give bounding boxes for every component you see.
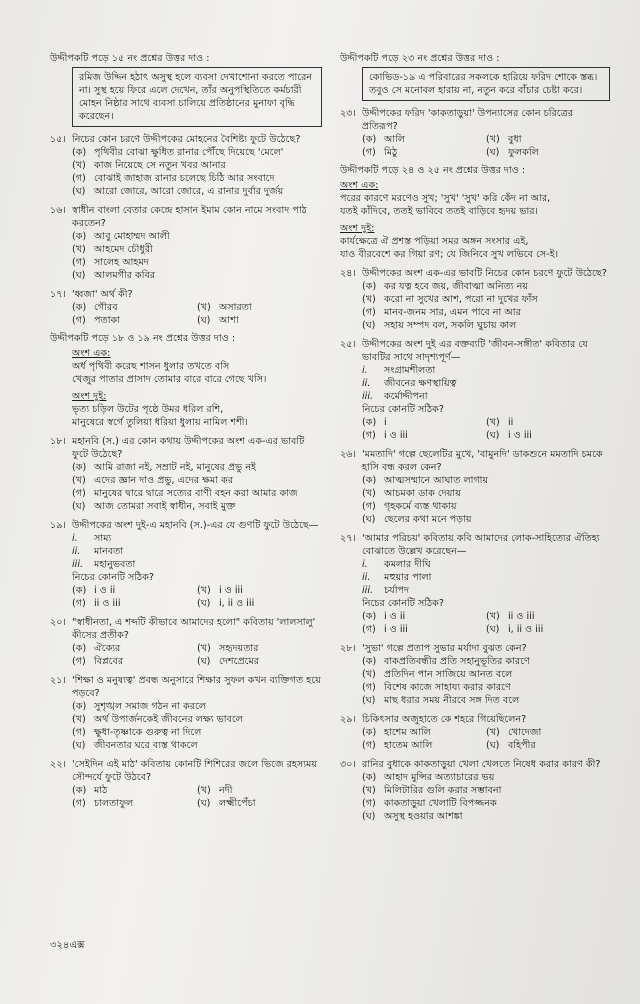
roman-numeral: i. xyxy=(362,559,368,570)
option xyxy=(72,146,322,159)
option-text: আমি রাজা নই, সম্রাট নই, মানুষের প্রভু নই xyxy=(94,462,257,473)
option xyxy=(72,461,322,474)
option xyxy=(362,739,486,752)
option xyxy=(362,429,486,442)
question-24: ২৪। উদ্দীপকের অংশ এক-এর ভাবটি নিচের কোন চরণে ফুটে উঠেছে? (ক) কর যত্ন হবে জয়, জীবাত্মা অনিত্য নয় (খ) করো না সুখের আশ, পরো না দুখের ফাঁস (গ) মানব-জনম সার, এমন পাবে না আর (ঘ) সহায় সম্পদ বল, সকলি ঘুচায় কাল xyxy=(340,267,610,332)
option-label: (ক) xyxy=(362,417,377,428)
option xyxy=(486,133,610,146)
option-label: (গ) xyxy=(72,173,86,184)
question-21: ২১। 'শিক্ষা ও মনুষ্যত্ব' প্রবন্ধ অনুসারে শিক্ষার সুফল কখন ব্যক্তিগত হয়ে পড়বে? (ক) সুশৃঙ্খল সমাজ গঠন না করলে (খ) অর্থ উপার্জনকেই জীবনের লক্ষ্য ভাবলে (গ) ক্ষুধা-তৃষ্ণাকে গুরুত্ব না দিলে (ঘ) জীবনতার ঘরে ব্যস্ত থাকলে xyxy=(50,675,321,751)
question-30: ৩০। রানির বুধাকে কাকতাড়ুয়া খেলা খেলতে নিষেধ করার কারণ কী? (ক) আহাদ মুন্সির অত্যাচারের ভয় (খ) মিলিটারির গুলি করার সম্ভাবনা (গ) কাকতাড়ুয়া খেলাটি বিপজ্জনক (ঘ) অসুস্থ হওয়ার আশঙ্কা xyxy=(340,758,610,823)
option-text: বহিপীর xyxy=(508,740,536,751)
question-25: ২৫। উদ্দীপকের অংশ দুই এর বক্তব্যটি 'জীবন-সঙ্গীত' কবিতার যে ভাবটির সাথে সাদৃশ্যপূর্ণ— i. সংগ্রামশীলতা ii. জীবনের ক্ষণস্থায়িত্ব iii. কর্মোদ্দীপনা নিচের কোনটি সঠিক? (ক) i (খ) ii (গ) i ও iii (ঘ) i ও iii xyxy=(340,338,610,442)
option-text: আহাদ মুন্সির অত্যাচারের ভয় xyxy=(384,772,495,783)
option-text: বাকপ্রতিবন্ধীর প্রতি সহানুভূতির কারণে xyxy=(384,656,530,667)
option-text: সুশৃঙ্খল সমাজ গঠন না করলে xyxy=(94,701,207,712)
question-30-text: রানির বুধাকে কাকতাড়ুয়া খেলা খেলতে নিষেধ করার কারণ কী? xyxy=(362,759,601,770)
option-text: সহায় সম্পদ বল, সকলি ঘুচায় কাল xyxy=(384,320,517,331)
option-text: কাজ নিয়েছে সে নতুন খবর আনার xyxy=(94,160,226,171)
q21-options xyxy=(72,700,322,752)
roman-numeral: i. xyxy=(362,365,368,376)
option-text: আলি xyxy=(384,134,406,145)
question-27: ২৭। 'আমার পরিচয়' কবিতায় কবি আমাদের লোক-সাহিত্যের ঐতিহ্য বোঝাতে উল্লেখ করেছেন— i. কমলার দীঘি ii. মহুয়ার পালা iii. চর্যাপদ নিচের কোনটি সঠিক? (ক) i ও ii (খ) ii ও iii (গ) i ও iii (ঘ) i, ii ও iii xyxy=(340,532,610,636)
stimulus-intro-23: উদ্দীপকটি পড়ে ২৩ নং প্রশ্নের উত্তর দাও : xyxy=(340,53,500,64)
stimulus-box-23: কোভিড-১৯ এ পরিবারের সকলকে হারিয়ে ফরিদ শোকে স্তব্ধ। তবুও সে মনোবল হারায় না, নতুন করে বাঁচার চেষ্টা করে। xyxy=(362,67,610,101)
roman-text: চর্যাপদ xyxy=(384,585,410,596)
q17-options xyxy=(72,301,322,327)
option-text: সহৃদয়তার xyxy=(219,643,259,654)
roman-numeral: ii. xyxy=(362,572,371,583)
q20-options xyxy=(72,642,322,668)
option-text: গৃহকর্মে ব্যস্ত থাকায় xyxy=(384,501,457,512)
question-21-text: 'শিক্ষা ও মনুষ্যত্ব' প্রবন্ধ অনুসারে শিক্ষার সুফল কখন ব্যক্তিগত হয়ে পড়বে? xyxy=(72,675,321,699)
option xyxy=(362,668,610,681)
option-text: আলমগীর কবির xyxy=(94,270,156,281)
option xyxy=(362,133,486,146)
option-label: (খ) xyxy=(197,585,211,596)
option-text: মাঠ xyxy=(94,785,108,796)
roman-item xyxy=(72,545,322,558)
option-text: ii ও iii xyxy=(508,611,535,622)
option xyxy=(486,739,610,752)
option-text: কাকতাড়ুয়া খেলাটি বিপজ্জনক xyxy=(384,798,497,809)
question-15: ১৫। নিচের কোন চরণে উদ্দীপকের মোহনের বৈশিষ্ট্য ফুটে উঠেছে? (ক) পৃথিবীর বোঝা ক্ষুধিত রানার পৌঁছে দিয়েছে 'মেলে' (খ) কাজ নিয়েছে সে নতুন খবর আনার (গ) বোঝাই জাহাজ রানার চলেছে চিঠি আর সংবাদে (ঘ) আরো জোরে, আরো জোরে, এ রানার দুর্বার দুর্জয় xyxy=(50,133,322,198)
option xyxy=(362,694,610,707)
question-19: ১৯। উদ্দীপকের অংশ দুই-এ মহানবি (স.)-এর যে গুণটি ফুটে উঠেছে— i. সাম্য ii. মানবতা iii. মহানুভবতা নিচের কোনটি সঠিক? (ক) i ও ii (খ) i ও iii (গ) ii ও iii (ঘ) i, ii ও iii xyxy=(50,519,322,610)
option xyxy=(72,269,322,282)
option-text: অর্থ উপার্জনকেই জীবনের লক্ষ্য ভাবলে xyxy=(94,714,243,725)
option xyxy=(362,513,610,526)
option-text: অসারতা xyxy=(219,302,252,313)
option-text: i, ii ও iii xyxy=(219,598,255,609)
option xyxy=(362,293,610,306)
question-16: ১৬। স্বাধীন বাংলা বেতার কেন্দ্রে হাসান ইমাম কোন নামে সংবাদ পাঠ করতেন? (ক) আবু মোহাম্মদ আলী (খ) আহমেদ চৌধুরী (গ) সালেহ আহমদ (ঘ) আলমগীর কবির xyxy=(50,204,322,282)
question-15-text: নিচের কোন চরণে উদ্দীপকের মোহনের বৈশিষ্ট্য ফুটে উঠেছে? xyxy=(72,134,301,145)
option-label: (খ) xyxy=(72,160,86,171)
question-29: ২৯। চিকিৎসার অজুহাতে কে শহরে গিয়েছিলেন? (ক) হাশেম আলি (খ) খোদেজা (গ) হাতেম আলি (ঘ) বহিপীর xyxy=(340,713,610,752)
question-28: ২৮। 'সুভা' গল্পে প্রতাপ সুভার মর্যাদা বুঝত কেন? (ক) বাকপ্রতিবন্ধীর প্রতি সহানুভূতির কারণে (খ) প্রতিদিন পান সাজিয়ে আনত বলে (গ) বিশেষ কাজে সাহায্য করার কারণে (ঘ) মাছ ধরার সময় নীরবে সঙ্গ দিত বলে xyxy=(340,642,610,707)
option-label: (ঘ) xyxy=(72,270,86,281)
option-text: খোদেজা xyxy=(508,727,542,738)
option-text: বোঝাই জাহাজ রানার চলেছে চিঠি আর সংবাদে xyxy=(94,173,275,184)
option-label: (ঘ) xyxy=(362,514,376,525)
q27-ask: নিচের কোনটি সঠিক? xyxy=(362,598,444,609)
q28-options xyxy=(362,655,610,707)
option-label: (ঘ) xyxy=(72,501,86,512)
option xyxy=(197,314,322,327)
option-label: (গ) xyxy=(362,307,376,318)
roman-item xyxy=(72,532,322,545)
q24-options xyxy=(362,280,610,332)
option xyxy=(362,306,610,319)
option-label: (ক) xyxy=(72,302,87,313)
option xyxy=(362,610,486,623)
option-label: (ক) xyxy=(72,147,87,158)
question-25-text: উদ্দীপকের অংশ দুই এর বক্তব্যটি 'জীবন-সঙ্গীত' কবিতার যে ভাবটির সাথে সাদৃশ্যপূর্ণ— xyxy=(362,339,588,363)
option-label: (গ) xyxy=(72,315,86,326)
option xyxy=(486,610,610,623)
option-label: (ঘ) xyxy=(72,186,86,197)
option-text: পতাকা xyxy=(94,315,120,326)
option-label: (ক) xyxy=(72,585,87,596)
option-label: (গ) xyxy=(72,656,86,667)
option-label: (গ) xyxy=(362,740,376,751)
option xyxy=(72,314,197,327)
question-23-text: উদ্দীপকের ফরিদ 'কাকতাড়ুয়া' উপন্যাসের কোন চরিত্রের প্রতিরূপ? xyxy=(362,108,573,132)
stimulus-intro-15: উদ্দীপকটি পড়ে ১৫ নং প্রশ্নের উত্তর দাও : xyxy=(50,53,210,64)
option-text: গৌরব xyxy=(94,302,118,313)
option-label: (গ) xyxy=(72,798,86,809)
option-label: (খ) xyxy=(197,302,211,313)
page-code: ৩২৪এক্স xyxy=(50,940,85,951)
option-text: ক্ষুধা-তৃষ্ণাকে গুরুত্ব না দিলে xyxy=(94,727,202,738)
roman-item xyxy=(362,390,610,403)
option xyxy=(72,474,322,487)
question-17-text: 'ধ্বজা' অর্থ কী? xyxy=(72,289,133,300)
roman-numeral: iii. xyxy=(362,391,374,402)
option-label: (খ) xyxy=(362,785,376,796)
option xyxy=(72,784,197,797)
question-16-text: স্বাধীন বাংলা বেতার কেন্দ্রে হাসান ইমাম কোন নামে সংবাদ পাঠ করতেন? xyxy=(72,205,307,229)
option-text: লক্ষ্মীপেঁচা xyxy=(219,798,256,809)
option-text: চালতাফুল xyxy=(94,798,134,809)
option-label: (খ) xyxy=(72,714,86,725)
question-22: ২২। 'সেইদিন এই মাঠ' কবিতায় কোনটি শিশিরের জলে ভিজে রহস্যময় সৌন্দর্যে ফুটে উঠবে? (ক) মাঠ (খ) নদী (গ) চালতাফুল (ঘ) লক্ষ্মীপেঁচা xyxy=(50,758,322,810)
q16-options xyxy=(72,230,322,282)
option-label: (গ) xyxy=(72,257,86,268)
option xyxy=(362,319,610,332)
question-24-text: উদ্দীপকের অংশ এক-এর ভাবটি নিচের কোন চরণে ফুটে উঠেছে? xyxy=(362,268,607,279)
option-text: করো না সুখের আশ, পরো না দুখের ফাঁস xyxy=(384,294,538,305)
option-text: অসুস্থ হওয়ার আশঙ্কা xyxy=(384,811,463,822)
option-text: i xyxy=(384,417,387,428)
question-22-text: 'সেইদিন এই মাঠ' কবিতায় কোনটি শিশিরের জলে ভিজে রহস্যময় সৌন্দর্যে ফুটে উঠবে? xyxy=(72,759,318,783)
option-label: (গ) xyxy=(72,598,86,609)
option-text: আহমেদ চৌধুরী xyxy=(94,244,153,255)
q30-options xyxy=(362,771,610,823)
q25-roman xyxy=(362,364,610,403)
q26-options xyxy=(362,474,610,526)
option-label: (খ) xyxy=(72,475,86,486)
option-label: (খ) xyxy=(197,643,211,654)
option-label: (ঘ) xyxy=(486,147,500,158)
question-19-text: উদ্দীপকের অংশ দুই-এ মহানবি (স.)-এর যে গুণটি ফুটে উঠেছে— xyxy=(72,520,319,531)
option xyxy=(197,597,322,610)
option-text: মিঠু xyxy=(384,147,398,158)
roman-item xyxy=(362,584,610,597)
option-label: (ক) xyxy=(362,727,377,738)
option-label: (ক) xyxy=(362,772,377,783)
option xyxy=(72,243,322,256)
option xyxy=(362,280,610,293)
option-label: (ক) xyxy=(362,134,377,145)
roman-item xyxy=(362,364,610,377)
roman-text: মহুয়ার পালা xyxy=(384,572,432,583)
stimulus-box-15: রমিজ উদ্দিন হঠাৎ অসুস্থ হলে ব্যবসা দেখাশোনা করতে পারেন না। সুস্থ হয়ে ফিরে এলে দেখেন, তাঁর অনুপস্থিতিতে কর্মচারী মোহন নিষ্ঠার সাথে ব্যবসা চালিয়ে প্রতিষ্ঠানের মুনাফা বৃদ্ধি করেছেন। xyxy=(72,67,322,127)
roman-numeral: iii. xyxy=(72,559,84,570)
left-column xyxy=(50,52,322,810)
q29-options xyxy=(362,726,610,752)
roman-text: জীবনের ক্ষণস্থায়িত্ব xyxy=(384,378,457,389)
roman-item xyxy=(362,571,610,584)
q19-ask: নিচের কোনটি সঠিক? xyxy=(72,572,154,583)
option-label: (ক) xyxy=(362,656,377,667)
option-text: কর যত্ন হবে জয়, জীবাত্মা অনিত্য নয় xyxy=(384,281,528,292)
option-label: (ঘ) xyxy=(486,624,500,635)
roman-numeral: ii. xyxy=(72,546,81,557)
option-text: আশা xyxy=(219,315,239,326)
option xyxy=(72,713,322,726)
roman-text: মহানুভবতা xyxy=(94,559,136,570)
option xyxy=(362,810,610,823)
option-text: মানুষের দ্বারে দ্বারে সত্যের বাণী বহন করা আমার কাজ xyxy=(94,488,298,499)
option-text: হাশেম আলি xyxy=(384,727,431,738)
option-text: পৃথিবীর বোঝা ক্ষুধিত রানার পৌঁছে দিয়েছে 'মেলে' xyxy=(94,147,284,158)
stimulus-24-25: অংশ এক: পরের কারণে মরণেও সুখ; 'সুখ' 'সুখ' করি কেঁদ না আর, যতই কাঁদিবে, ততই ভাবিবে ততই বাড়িবে হৃদয় ভার। অংশ দুই: কার্যক্ষেত্রে ঐ প্রশস্ত পড়িয়া সমর অঙ্গন সংসার এই, যাও বীরবেশে কর গিয়া রণ; যে জিনিবে সুখ লভিবে সে-ই। xyxy=(340,180,559,260)
question-20: ২০। "স্বাধীনতা, এ শব্দটি কীভাবে আমাদের হলো" কবিতায় 'লালসালু' কীসের প্রতীক? (ক) ঐক্যের (খ) সহৃদয়তার (গ) বিপ্লবের (ঘ) দেশপ্রেমের xyxy=(50,616,322,668)
option-label: (ক) xyxy=(72,462,87,473)
option-label: (খ) xyxy=(197,785,211,796)
option-label: (গ) xyxy=(362,798,376,809)
option xyxy=(486,416,610,429)
option-label: (ঘ) xyxy=(362,320,376,331)
option-text: ঐক্যের xyxy=(94,643,121,654)
q19-roman xyxy=(72,532,322,571)
q27-options xyxy=(362,610,610,636)
question-27-text: 'আমার পরিচয়' কবিতায় কবি আমাদের লোক-সাহিত্যের ঐতিহ্য বোঝাতে উল্লেখ করেছেন— xyxy=(362,533,600,557)
option-text: আরো জোরে, আরো জোরে, এ রানার দুর্বার দুর্জয় xyxy=(94,186,284,197)
option-label: (ঘ) xyxy=(486,430,500,441)
option-text: আত্মসম্মানে আঘাত লাগায় xyxy=(384,475,489,486)
option-label: (খ) xyxy=(486,134,500,145)
option-label: (গ) xyxy=(362,624,376,635)
option-text: i ও iii xyxy=(219,585,243,596)
option-text: i, ii ও iii xyxy=(508,624,544,635)
option-text: মানব-জনম সার, এমন পাবে না আর xyxy=(384,307,521,318)
option xyxy=(486,726,610,739)
roman-text: মানবতা xyxy=(94,546,124,557)
option-text: বুধা xyxy=(508,134,522,145)
option-label: (খ) xyxy=(362,488,376,499)
option-label: (গ) xyxy=(362,501,376,512)
option-label: (ক) xyxy=(362,475,377,486)
option xyxy=(72,500,322,513)
roman-numeral: ii. xyxy=(362,378,371,389)
q25-options xyxy=(362,416,610,442)
option-text: মাছ ধরার সময় নীরবে সঙ্গ দিত বলে xyxy=(384,695,520,706)
option-label: (ক) xyxy=(72,643,87,654)
stimulus-18-19: অংশ এক: অর্ধ পৃথিবী করেছ শাসন ধুলার তখতে বসি খেজুর পাতার প্রাসাদ তোমার বারে বারে গেছে খসি। অংশ দুই: ভৃত্য চড়িল উটের পৃষ্ঠে উমর ধরিল রশি, মানুষেরে স্বর্গে তুলিয়া ধরিয়া ধুলায় নামিল শশী। xyxy=(72,348,267,428)
option-label: (গ) xyxy=(72,488,86,499)
option-label: (খ) xyxy=(362,294,376,305)
question-26: ২৬। 'মমতাদি' গল্পে ছেলেটির মুখে, 'বামুনদি' ডাকশুনে মমতাদি চমকে হাসি বন্ধ করল কেন? (ক) আত্মসম্মানে আঘাত লাগায় (খ) আচমকা ডাক দেয়ায় (গ) গৃহকর্মে ব্যস্ত থাকায় (ঘ) ছেলের কথা মনে পড়ায় xyxy=(340,448,610,526)
option xyxy=(72,230,322,243)
option-label: (ঘ) xyxy=(486,740,500,751)
option-text: ছেলের কথা মনে পড়ায় xyxy=(384,514,472,525)
question-17: ১৭। 'ধ্বজা' অর্থ কী? (ক) গৌরব (খ) অসারতা (গ) পতাকা (ঘ) আশা xyxy=(50,288,322,327)
option xyxy=(72,739,322,752)
question-28-text: 'সুভা' গল্পে প্রতাপ সুভার মর্যাদা বুঝত কেন? xyxy=(362,643,527,654)
roman-item xyxy=(362,377,610,390)
option xyxy=(362,146,486,159)
option xyxy=(197,642,322,655)
option xyxy=(72,256,322,269)
roman-item xyxy=(362,558,610,571)
question-26-text: 'মমতাদি' গল্পে ছেলেটির মুখে, 'বামুনদি' ডাকশুনে মমতাদি চমকে হাসি বন্ধ করল কেন? xyxy=(362,449,603,473)
option-text: i ও ii xyxy=(94,585,116,596)
option xyxy=(72,159,322,172)
option-text: সালেহ আহমদ xyxy=(94,257,149,268)
option-text: বিপ্লবের xyxy=(94,656,124,667)
question-20-text: "স্বাধীনতা, এ শব্দটি কীভাবে আমাদের হলো" কবিতায় 'লালসালু' কীসের প্রতীক? xyxy=(72,617,316,641)
option-label: (খ) xyxy=(72,244,86,255)
option-label: (গ) xyxy=(72,727,86,738)
option xyxy=(197,784,322,797)
option-label: (ক) xyxy=(362,281,377,292)
option-label: (গ) xyxy=(362,430,376,441)
roman-text: কমলার দীঘি xyxy=(384,559,431,570)
option xyxy=(72,642,197,655)
option-label: (গ) xyxy=(362,682,376,693)
roman-text: কর্মোদ্দীপনা xyxy=(384,391,428,402)
q27-roman xyxy=(362,558,610,597)
option xyxy=(72,797,197,810)
option-text: জীবনতার ঘরে ব্যস্ত থাকলে xyxy=(94,740,198,751)
option xyxy=(72,584,197,597)
option-text: প্রতিদিন পান সাজিয়ে আনত বলে xyxy=(384,669,513,680)
q19-options xyxy=(72,584,322,610)
option xyxy=(362,487,610,500)
option xyxy=(362,726,486,739)
option xyxy=(197,584,322,597)
option xyxy=(362,681,610,694)
option-text: হাতেম আলি xyxy=(384,740,433,751)
option-text: আজ তোমরা সবাই স্বাধীন, সবাই মুক্ত xyxy=(94,501,236,512)
option-label: (ঘ) xyxy=(362,811,376,822)
option-label: (খ) xyxy=(486,611,500,622)
option xyxy=(72,301,197,314)
option xyxy=(362,784,610,797)
option xyxy=(362,416,486,429)
option xyxy=(362,500,610,513)
question-18-text: মহানবি (স.) এর কোন কথায় উদ্দীপকের অংশ এক-এর ভাবটি ফুটে উঠেছে? xyxy=(72,436,305,460)
q18-options xyxy=(72,461,322,513)
option-text: আচমকা ডাক দেয়ায় xyxy=(384,488,461,499)
option-text: ii xyxy=(508,417,514,428)
question-23: ২৩। উদ্দীপকের ফরিদ 'কাকতাড়ুয়া' উপন্যাসের কোন চরিত্রের প্রতিরূপ? (ক) আলি (খ) বুধা (গ) মিঠু (ঘ) ফুলকলি xyxy=(340,107,610,159)
option-text: ii ও iii xyxy=(94,598,121,609)
option-label: (ঘ) xyxy=(197,598,211,609)
q25-ask: নিচের কোনটি সঠিক? xyxy=(362,404,444,415)
option-label: (ঘ) xyxy=(197,798,211,809)
option-text: মিলিটারির গুলি করার সম্ভাবনা xyxy=(384,785,502,796)
option-label: (খ) xyxy=(486,417,500,428)
right-column xyxy=(340,52,610,823)
option xyxy=(72,700,322,713)
roman-item xyxy=(72,558,322,571)
option xyxy=(362,771,610,784)
option-label: (খ) xyxy=(362,669,376,680)
option-label: (খ) xyxy=(486,727,500,738)
option-text: i ও iii xyxy=(384,624,408,635)
option xyxy=(72,726,322,739)
stimulus-intro-18-19: উদ্দীপকটি পড়ে ১৮ ও ১৯ নং প্রশ্নের উত্তর দাও : xyxy=(50,333,236,344)
option xyxy=(72,172,322,185)
option-text: i ও iii xyxy=(508,430,532,441)
option xyxy=(362,623,486,636)
option xyxy=(197,655,322,668)
option-text: ফুলকলি xyxy=(508,147,539,158)
option xyxy=(362,474,610,487)
roman-text: সংগ্রামশীলতা xyxy=(384,365,436,376)
option xyxy=(486,429,610,442)
option-label: (ক) xyxy=(72,701,87,712)
q22-options xyxy=(72,784,322,810)
option-text: আবু মোহাম্মদ আলী xyxy=(94,231,170,242)
question-29-text: চিকিৎসার অজুহাতে কে শহরে গিয়েছিলেন? xyxy=(362,714,527,725)
option-label: (গ) xyxy=(362,147,376,158)
option xyxy=(486,623,610,636)
option xyxy=(72,597,197,610)
option-text: দেশপ্রেমের xyxy=(219,656,260,667)
option-label: (ক) xyxy=(362,611,377,622)
q23-options xyxy=(362,133,610,159)
option-label: (ক) xyxy=(72,231,87,242)
roman-numeral: iii. xyxy=(362,585,374,596)
stimulus-intro-24-25: উদ্দীপকটি পড়ে ২৪ ও ২৫ নং প্রশ্নের উত্তর দাও : xyxy=(340,165,526,176)
option-label: (ক) xyxy=(72,785,87,796)
option-label: (ঘ) xyxy=(197,315,211,326)
option-text: i ও ii xyxy=(384,611,406,622)
option xyxy=(197,797,322,810)
option-label: (ঘ) xyxy=(197,656,211,667)
q15-options xyxy=(72,146,322,198)
option-text: i ও iii xyxy=(384,430,408,441)
option-label: (ঘ) xyxy=(72,740,86,751)
option xyxy=(362,655,610,668)
option xyxy=(486,146,610,159)
option xyxy=(197,301,322,314)
option-text: বিশেষ কাজে সাহায্য করার কারণে xyxy=(384,682,511,693)
option xyxy=(72,487,322,500)
option-text: নদী xyxy=(219,785,233,796)
option xyxy=(72,185,322,198)
option-text: এদের জ্ঞান দাও প্রভু, এদের ক্ষমা কর xyxy=(94,475,234,486)
option xyxy=(72,655,197,668)
option-label: (ঘ) xyxy=(362,695,376,706)
question-18: ১৮। মহানবি (স.) এর কোন কথায় উদ্দীপকের অংশ এক-এর ভাবটি ফুটে উঠেছে? (ক) আমি রাজা নই, সম্রাট নই, মানুষের প্রভু নই (খ) এদের জ্ঞান দাও প্রভু, এদের ক্ষমা কর (গ) মানুষের দ্বারে দ্বারে সত্যের বাণী বহন করা আমার কাজ (ঘ) আজ তোমরা সবাই স্বাধীন, সবাই মুক্ত xyxy=(50,435,322,513)
roman-numeral: i. xyxy=(72,533,78,544)
roman-text: সাম্য xyxy=(94,533,112,544)
option xyxy=(362,797,610,810)
